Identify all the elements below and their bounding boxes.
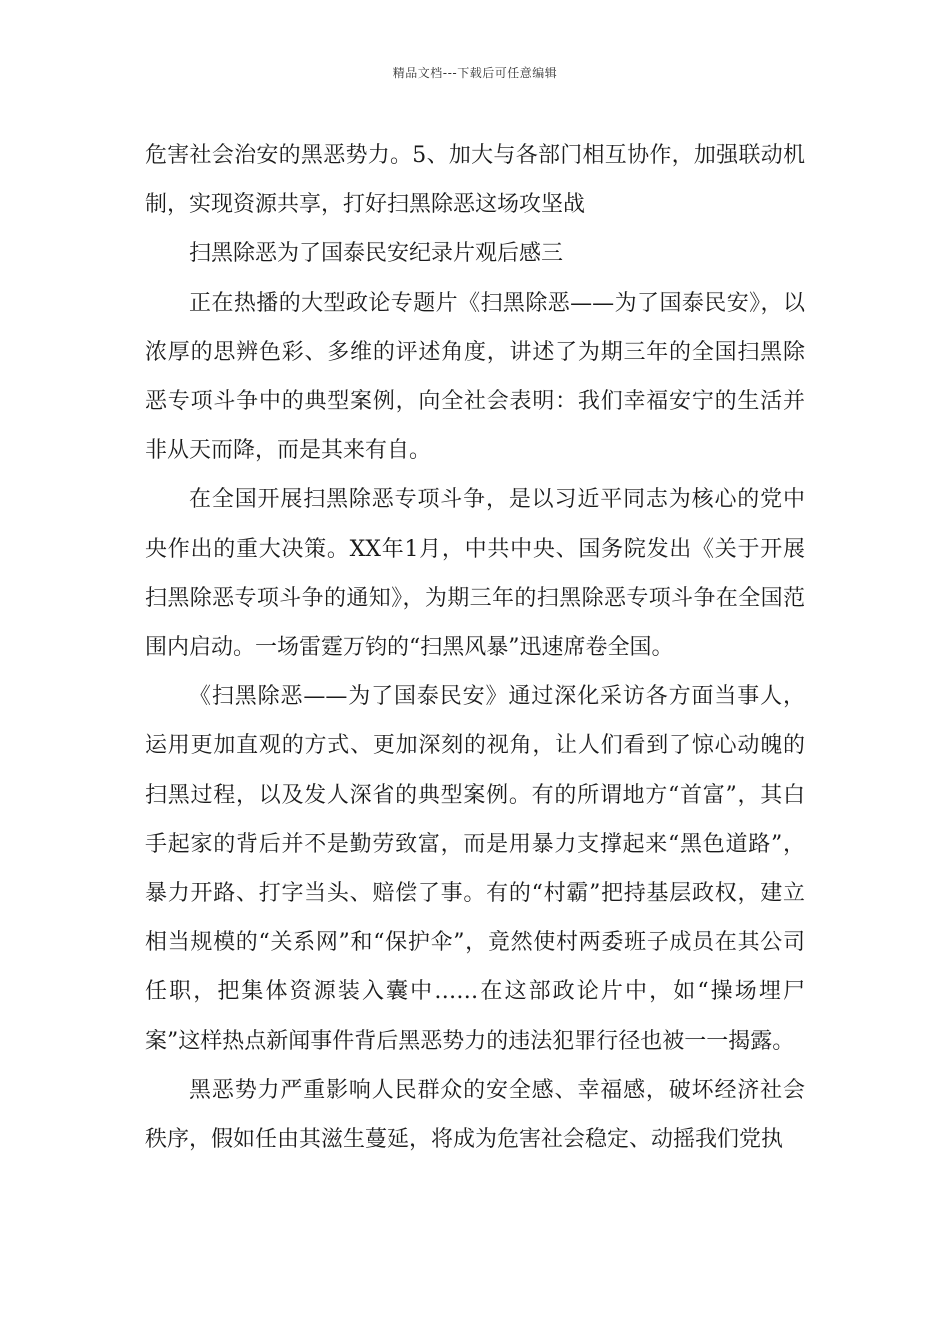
text-line: 黑恶势力严重影响人民群众的安全感、幸福感，破坏经济社会	[189, 1077, 805, 1103]
section-heading	[145, 229, 805, 278]
text-line: 权，建立相当规模的“关系网”和“保护伞”，竟然使村两委班子	[145, 881, 805, 956]
paragraph-6	[145, 1066, 805, 1164]
text-line: 正在热播的大型政论专题片《扫黑除恶——为了国泰民安》，	[189, 290, 783, 316]
paragraph-1	[145, 131, 805, 229]
text-line: 成员在其公司任职，把集体资源装入囊中……在这部政论片中，如	[145, 930, 805, 1005]
text-line: 白手起家的背后并不是勤劳致富，而是用暴力支撑起来“黑色道	[145, 782, 805, 857]
paragraph-4	[145, 475, 805, 672]
page-header: 精品文档---下载后可任意编辑	[392, 66, 558, 80]
paragraph-5	[145, 672, 805, 1066]
text-line: 并非从天而降，而是其来有自。	[145, 389, 805, 464]
text-line: “操场埋尸案”这样热点新闻事件背后黑恶势力的违法犯罪行径也	[145, 979, 805, 1054]
text-line: 路”，暴力开路、打字当头、赔偿了事。有的“村霸”把持基层政	[145, 831, 806, 907]
document-body	[145, 131, 805, 1164]
text-line: 范围内启动。一场雷霆万钧的“扫黑风暴”迅速席卷全国。	[145, 585, 805, 661]
text-line: 危害社会治安的黑恶势力。5、加大与各部门相互协作，加强联动机	[145, 143, 805, 168]
text-line: 《扫黑除恶——为了国泰民安》通过深化采访各方面当事人，	[189, 684, 805, 710]
text-line: 除恶专项斗争中的典型案例，向全社会表明：我们幸福安宁的生活	[145, 339, 805, 415]
text-line: 被一一揭露。	[662, 1028, 795, 1054]
text-line: 以浓厚的思辨色彩、多维的评述角度，讲述了为期三年的全国扫黑	[145, 290, 805, 365]
text-line: 扫黑除恶专项斗争的通知》，为期三年的扫黑除恶专项斗争在全国	[145, 585, 783, 611]
text-line: 制，实现资源共享，打好扫黑除恶这场攻坚战	[145, 192, 586, 218]
text-line: 扫黑除恶为了国泰民安纪录片观后感三	[189, 241, 564, 267]
text-line: 在全国开展扫黑除恶专项斗争，是以习近平同志为核心的党中	[189, 487, 805, 513]
paragraph-3	[145, 279, 805, 476]
text-line: 运用更加直观的方式、更加深刻的视角，让人们看到了惊心动魄的	[145, 733, 805, 759]
text-line: 央作出的重大决策。XX年1月，中共中央、国务院发出《关于开展	[145, 536, 805, 562]
text-line: 秩序，假如任由其滋生蔓延，将成为危害社会稳定、动摇我们党执	[145, 1127, 784, 1153]
text-line: 扫黑过程，以及发人深省的典型案例。有的所谓地方“首富”，其	[145, 782, 783, 808]
